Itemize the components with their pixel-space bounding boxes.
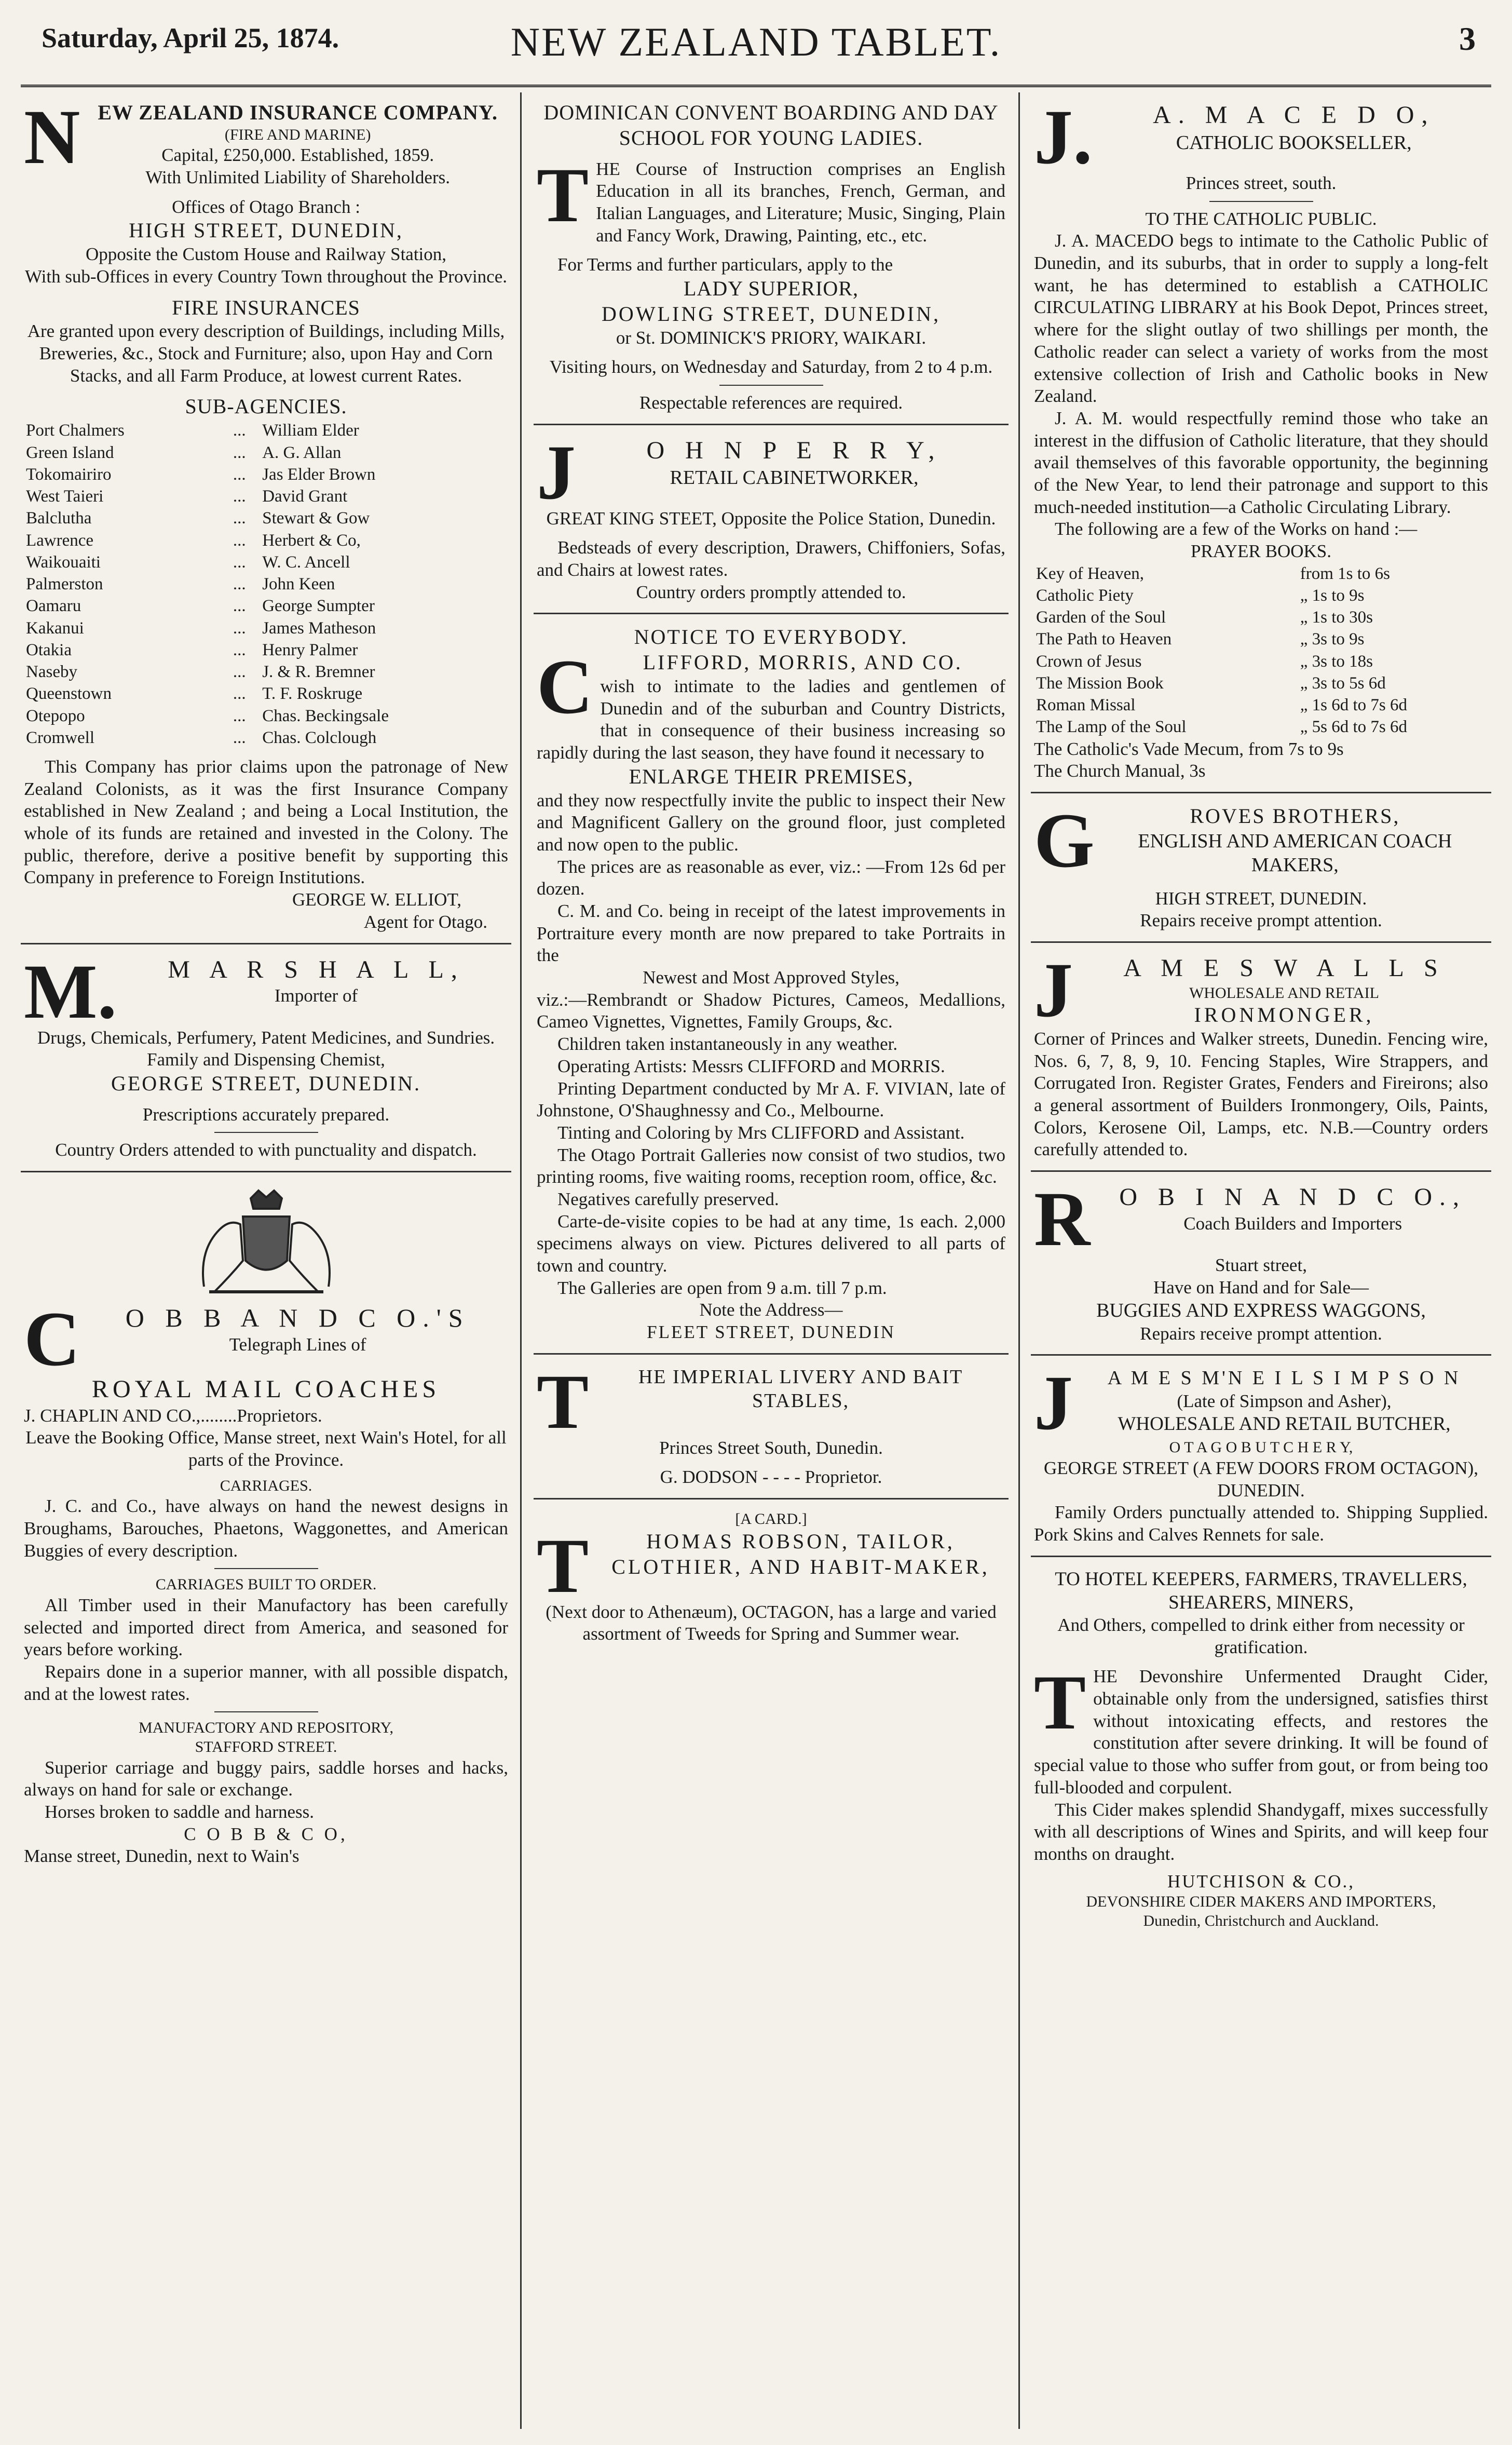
- robin-buggies: BUGGIES AND EXPRESS WAGGONS,: [1096, 1300, 1426, 1322]
- agency-agent: Herbert & Co,: [262, 531, 361, 550]
- clifford-p1: wish to intimate to the ladies and gentlemen of Dunedin and of the suburban and Country Districts, that in consequence of their business increasing so rapidly during the last season, they have found it necessary to: [537, 676, 1005, 763]
- agency-agent: George Sumpter: [262, 597, 375, 616]
- prayer-book-row: [1034, 563, 1488, 585]
- agency-agent: T. F. Roskruge: [262, 684, 363, 704]
- livery-proprietor: G. DODSON - - - - Proprietor.: [660, 1467, 882, 1488]
- agency-row: [24, 507, 508, 529]
- agency-row: [24, 551, 508, 573]
- convent-or: or St. DOMINICK'S PRIORY, WAIKARI.: [616, 327, 927, 348]
- groves-address: HIGH STREET, DUNEDIN.: [1155, 888, 1367, 909]
- agency-dots: ...: [233, 728, 246, 747]
- insurance-ad: [21, 95, 511, 944]
- clifford-newest: Newest and Most Approved Styles,: [643, 967, 900, 988]
- cobb-royal: ROYAL MAIL COACHES: [91, 1375, 441, 1403]
- marshall-dropcap: M.: [24, 948, 117, 1035]
- agency-row: [24, 705, 508, 727]
- column-rule-1: [520, 92, 522, 2429]
- agency-place: West Taieri: [26, 487, 104, 506]
- hutchison-sub: And Others, compelled to drink either from necessity or gratification.: [1057, 1615, 1465, 1657]
- factory-street: STAFFORD STREET.: [195, 1738, 337, 1755]
- agency-row: [24, 420, 508, 441]
- clifford-p3: The prices are as reasonable as ever, viz.: —From 12s 6d per dozen.: [537, 856, 1005, 899]
- insurance-sub: (FIRE AND MARINE): [224, 126, 371, 143]
- book-price: „ 1s 6d to 7s 6d: [1300, 696, 1407, 715]
- agency-agent: John Keen: [262, 575, 335, 594]
- macedo-street: Princes street, south.: [1186, 173, 1337, 193]
- simpson-heading: A M E S M'N E I L S I M P S O N: [1107, 1367, 1461, 1389]
- cobb-heading: O B B A N D C O.'S: [125, 1303, 470, 1333]
- robson-heading: HOMAS ROBSON, TAILOR, CLOTHIER, AND HABIT-MAKER,: [611, 1529, 990, 1578]
- clifford-note: Note the Address—: [699, 1300, 843, 1320]
- agency-row: [24, 661, 508, 683]
- built-text: All Timber used in their Manufactory has been carefully selected and imported direct from America, and seasoned for years before working.: [24, 1595, 508, 1660]
- agency-row: [24, 485, 508, 507]
- agency-row: [24, 442, 508, 464]
- robson-card: [A CARD.]: [735, 1510, 807, 1528]
- macedo-p1: J. A. MACEDO begs to intimate to the Catholic Public of Dunedin, and its suburbs, that in order to supply a long-felt want, he has determined to establish a CATHOLIC CIRCULATING LIBRARY at his Book Depot, Princes street, where for the slight outlay of two shillings per month, the Catholic reader can select a variety of works from the most extensive collection of Irish and Catholic books in New Zealand.: [1034, 231, 1488, 407]
- agency-row: [24, 727, 508, 749]
- agency-agent: Henry Palmer: [262, 640, 358, 659]
- agency-dots: ...: [233, 531, 246, 550]
- prayer-book-row: [1034, 606, 1488, 628]
- agency-place: Lawrence: [26, 531, 94, 550]
- agency-row: [24, 639, 508, 661]
- cobb-sign: C O B B & C O,: [184, 1823, 348, 1844]
- agencies-table: [24, 420, 508, 749]
- cobb-telegraph: Telegraph Lines of: [229, 1334, 366, 1355]
- robin-street: Stuart street,: [1215, 1255, 1307, 1276]
- royal-coat-of-arms-icon: [173, 1188, 360, 1297]
- fire-text: Are granted upon every description of Buildings, including Mills, Breweries, &c., Stock and Furniture; also, upon Hay and Corn Stacks, and all Farm Produce, at lowest current Rates.: [27, 321, 505, 386]
- insurance-signature: GEORGE W. ELLIOT,: [292, 889, 461, 910]
- masthead: [21, 9, 1491, 87]
- agency-dots: ...: [233, 509, 246, 528]
- agency-row: [24, 530, 508, 551]
- hutchison-p2: This Cider makes splendid Shandygaff, mixes successfully with all descriptions of Wines and Spirits, and will keep four months on draught.: [1034, 1799, 1488, 1864]
- clifford-enlarge: ENLARGE THEIR PREMISES,: [629, 764, 914, 788]
- macedo-manual: The Church Manual, 3s: [1034, 761, 1206, 781]
- agency-agent: David Grant: [262, 487, 348, 506]
- agency-place: Cromwell: [26, 728, 94, 747]
- convent-body: HE Course of Instruction comprises an English Education in all its branches, French, German, and Italian Languages, and Literature; Music, Singing, Plain and Fancy Work, Drawing, Painting, etc., etc.: [596, 158, 1005, 246]
- prayer-book-row: [1034, 694, 1488, 716]
- cobb-ad: [21, 1178, 511, 1877]
- column-3: [1031, 95, 1491, 2426]
- insurance-liability: With Unlimited Liability of Shareholders.: [145, 167, 450, 188]
- robson-ad: [534, 1505, 1009, 1655]
- robson-body: (Next door to Athenæum), OCTAGON, has a large and varied assortment of Tweeds for Spring and Summer wear.: [546, 1601, 997, 1644]
- agency-dots: ...: [233, 597, 246, 616]
- subagencies-heading: SUB-AGENCIES.: [185, 395, 347, 418]
- simpson-ad: [1031, 1361, 1491, 1557]
- groves-dropcap: G: [1034, 798, 1095, 884]
- issue-date: Saturday, April 25, 1874.: [42, 22, 339, 53]
- insurance-address: HIGH STREET, DUNEDIN,: [129, 219, 403, 242]
- simpson-trade: WHOLESALE AND RETAIL BUTCHER,: [1118, 1413, 1451, 1435]
- agency-place: Otakia: [26, 640, 72, 659]
- robin-dropcap: R: [1034, 1176, 1091, 1263]
- livery-ad: [534, 1360, 1009, 1500]
- book-title: Roman Missal: [1036, 696, 1136, 715]
- agency-place: Otepopo: [26, 706, 85, 725]
- book-title: The Path to Heaven: [1036, 630, 1172, 649]
- walls-trade: IRONMONGER,: [1194, 1003, 1374, 1027]
- agency-agent: Jas Elder Brown: [262, 465, 376, 484]
- agency-dots: ...: [233, 684, 246, 704]
- agency-place: Kakanui: [26, 618, 84, 638]
- robson-dropcap: T: [537, 1522, 589, 1609]
- insurance-suboffices: With sub-Offices in every Country Town throughout the Province.: [24, 266, 507, 287]
- macedo-dropcap: J.: [1034, 95, 1093, 180]
- book-price: „ 3s to 5s 6d: [1300, 673, 1386, 693]
- column-1: [21, 95, 511, 2426]
- walls-dropcap: J: [1034, 947, 1073, 1033]
- clifford-p9: Tinting and Coloring by Mrs CLIFFORD and Assistant.: [557, 1122, 965, 1143]
- agency-place: Balclutha: [26, 509, 92, 528]
- walls-heading: A M E S W A L L S: [1123, 954, 1445, 982]
- marshall-country: Country Orders attended to with punctuality and dispatch.: [55, 1140, 477, 1160]
- agency-dots: ...: [233, 421, 246, 440]
- hutchison-sign3: Dunedin, Christchurch and Auckland.: [1143, 1912, 1379, 1929]
- perry-trade: RETAIL CABINETWORKER,: [670, 467, 919, 489]
- clifford-p8: Printing Department conducted by Mr A. F. VIVIAN, late of Johnstone, O'Shaughnessy and Co., Melbourne.: [537, 1078, 1005, 1121]
- book-price: „ 5s 6d to 7s 6d: [1300, 718, 1407, 737]
- book-title: The Mission Book: [1036, 673, 1164, 693]
- cobb-last: Manse street, Dunedin, next to Wain's: [24, 1846, 299, 1867]
- clifford-p5: viz.:—Rembrandt or Shadow Pictures, Cameos, Medallions, Cameo Vignettes, Vignettes, Family Groups, &c.: [537, 989, 1005, 1032]
- robin-have: Have on Hand and for Sale—: [1153, 1277, 1369, 1298]
- agency-row: [24, 595, 508, 617]
- macedo-heading: A. M A C E D O,: [1153, 101, 1435, 129]
- convent-address: DOWLING STREET, DUNEDIN,: [602, 302, 941, 326]
- book-title: Garden of the Soul: [1036, 608, 1166, 627]
- agency-place: Naseby: [26, 663, 77, 682]
- insurance-heading: EW ZEALAND INSURANCE COMPANY.: [98, 101, 498, 124]
- livery-heading: HE IMPERIAL LIVERY AND BAIT STABLES,: [638, 1366, 963, 1412]
- livery-street: Princes Street South, Dunedin.: [659, 1437, 883, 1458]
- agency-dots: ...: [233, 618, 246, 638]
- prayer-book-row: [1034, 672, 1488, 694]
- simpson-dropcap: J: [1034, 1360, 1073, 1447]
- insurance-dropcap: N: [24, 95, 80, 180]
- simpson-body: Family Orders punctually attended to. Shipping Supplied. Pork Skins and Calves Rennets for sale.: [1034, 1502, 1488, 1545]
- hutchison-p1: HE Devonshire Unfermented Draught Cider, obtainable only from the undersigned, satisfies thirst without intoxicating effects, and restores the constitution after severe drinking. It will be found of special value to those who suffer from gout, or from being too full-blooded and corpulent.: [1034, 1666, 1488, 1798]
- convent-refs: Respectable references are required.: [639, 393, 903, 413]
- prayer-books-heading: PRAYER BOOKS.: [1190, 541, 1331, 561]
- walls-ad: [1031, 948, 1491, 1172]
- robin-repairs: Repairs receive prompt attention.: [1140, 1323, 1382, 1344]
- macedo-ad: [1031, 95, 1491, 793]
- perry-country: Country orders promptly attended to.: [636, 582, 906, 602]
- robin-heading: O B I N A N D C O.,: [1119, 1183, 1467, 1211]
- groves-repairs: Repairs receive prompt attention.: [1140, 910, 1382, 931]
- agency-place: Green Island: [26, 443, 114, 462]
- agency-row: [24, 617, 508, 639]
- marshall-address: GEORGE STREET, DUNEDIN.: [111, 1071, 421, 1095]
- agency-agent: W. C. Ancell: [262, 552, 350, 572]
- walls-body: Corner of Princes and Walker streets, Dunedin. Fencing wire, Nos. 6, 7, 8, 9, 10. Fencing Staples, Wire Strappers, and Corrugated Iron. Register Grates, Fenders and Fireirons; also a general assortment of Builders Ironmongery, Oils, Paints, Colors, Kerosene Oil, Lamps, etc. N.B.—Country orders carefully attended to.: [1034, 1028, 1488, 1160]
- hutchison-sign2: DEVONSHIRE CIDER MAKERS AND IMPORTERS,: [1086, 1893, 1436, 1911]
- clifford-p6: Children taken instantaneously in any weather.: [557, 1034, 898, 1055]
- book-price: „ 3s to 18s: [1300, 652, 1373, 671]
- clifford-p13: The Galleries are open from 9 a.m. till 7 p.m.: [557, 1277, 887, 1298]
- simpson-sub: O T A G O B U T C H E R Y,: [1169, 1439, 1353, 1456]
- clifford-dropcap: C: [537, 644, 593, 731]
- agency-dots: ...: [233, 706, 246, 725]
- cobb-leave: Leave the Booking Office, Manse street, next Wain's Hotel, for all parts of the Province.: [25, 1427, 507, 1470]
- agency-agent: Stewart & Gow: [262, 509, 370, 528]
- macedo-to-public: TO THE CATHOLIC PUBLIC.: [1145, 208, 1377, 229]
- fire-heading: FIRE INSURANCES: [172, 295, 360, 319]
- clifford-p7: Operating Artists: Messrs CLIFFORD and MORRIS.: [557, 1056, 945, 1076]
- robin-ad: [1031, 1177, 1491, 1356]
- factory-heading: MANUFACTORY AND REPOSITORY,: [139, 1719, 393, 1737]
- cobb-superior: Superior carriage and buggy pairs, saddle horses and hacks, always on hand for sale or exchange.: [24, 1757, 508, 1800]
- book-price: from 1s to 6s: [1300, 564, 1390, 583]
- groves-ad: [1031, 799, 1491, 943]
- cobb-horses: Horses broken to saddle and harness.: [45, 1801, 315, 1822]
- clifford-notice: NOTICE TO EVERYBODY.: [634, 625, 908, 649]
- agency-agent: Chas. Beckingsale: [262, 706, 389, 725]
- hutchison-ad: [1031, 1562, 1491, 1940]
- macedo-trade: CATHOLIC BOOKSELLER,: [1176, 131, 1412, 154]
- simpson-late: (Late of Simpson and Asher),: [1177, 1390, 1392, 1411]
- clifford-heading: LIFFORD, MORRIS, AND CO.: [643, 651, 963, 674]
- prayer-books-table: [1034, 563, 1488, 738]
- agency-place: Port Chalmers: [26, 421, 125, 440]
- prayer-book-row: [1034, 651, 1488, 672]
- marshall-ad: [21, 950, 511, 1173]
- prayer-book-row: [1034, 628, 1488, 650]
- carriages-text: J. C. and Co., have always on hand the newest designs in Broughams, Barouches, Phaetons, Waggonettes, and American Buggies of every description.: [24, 1496, 508, 1561]
- robin-trade: Coach Builders and Importers: [1183, 1213, 1402, 1234]
- marshall-line2: Drugs, Chemicals, Perfumery, Patent Medicines, and Sundries. Family and Dispensing Chemist,: [37, 1027, 495, 1070]
- agency-agent: J. & R. Bremner: [262, 663, 375, 682]
- book-title: Crown of Jesus: [1036, 652, 1142, 671]
- convent-ad: [534, 95, 1009, 425]
- insurance-capital: Capital, £250,000. Established, 1859.: [161, 145, 434, 166]
- clifford-p10: The Otago Portrait Galleries now consist of two studios, two printing rooms, five waiting rooms, reception room, office, &c.: [537, 1144, 1005, 1187]
- macedo-p3: The following are a few of the Works on hand :—: [1055, 519, 1418, 539]
- agency-agent: A. G. Allan: [262, 443, 342, 462]
- book-title: The Lamp of the Soul: [1036, 718, 1187, 737]
- agency-place: Palmerston: [26, 575, 103, 594]
- agency-dots: ...: [233, 552, 246, 572]
- convent-terms: For Terms and further particulars, apply to the: [557, 254, 893, 275]
- page-number: 3: [1459, 20, 1476, 57]
- clifford-p11: Negatives carefully preserved.: [557, 1188, 779, 1209]
- cobb-dropcap: C: [24, 1296, 80, 1383]
- agency-dots: ...: [233, 443, 246, 462]
- groves-trade: ENGLISH AND AMERICAN COACH MAKERS,: [1138, 830, 1452, 876]
- convent-visiting: Visiting hours, on Wednesday and Saturday, from 2 to 4 p.m.: [549, 357, 993, 377]
- hutchison-dropcap: T: [1034, 1659, 1086, 1746]
- agency-agent: James Matheson: [262, 618, 376, 638]
- cobb-repairs: Repairs done in a superior manner, with all possible dispatch, and at the lowest rates.: [24, 1661, 508, 1704]
- newspaper-page: [21, 9, 1491, 2434]
- book-title: Key of Heaven,: [1036, 564, 1144, 583]
- marshall-heading: M A R S H A L L,: [168, 955, 465, 983]
- hutchison-heading: TO HOTEL KEEPERS, FARMERS, TRAVELLERS, SHEARERS, MINERS,: [1055, 1568, 1467, 1613]
- agency-dots: ...: [233, 465, 246, 484]
- walls-sub: WHOLESALE AND RETAIL: [1189, 984, 1379, 1002]
- agency-row: [24, 683, 508, 705]
- built-heading: CARRIAGES BUILT TO ORDER.: [155, 1576, 377, 1593]
- clifford-ad: [534, 619, 1009, 1354]
- agency-agent: Chas. Colclough: [262, 728, 377, 747]
- macedo-vade: The Catholic's Vade Mecum, from 7s to 9s: [1034, 738, 1344, 759]
- carriages-heading: CARRIAGES.: [220, 1477, 312, 1494]
- insurance-opposite: Opposite the Custom House and Railway Station,: [85, 244, 447, 265]
- agency-dots: ...: [233, 487, 246, 506]
- clifford-p2: and they now respectfully invite the public to inspect their New and Magnificent Gallery on the ground floor, just completed and now open to the public.: [537, 790, 1005, 855]
- perry-address: GREAT KING STEET, Opposite the Police Station, Dunedin.: [546, 508, 996, 529]
- clifford-p4: C. M. and Co. being in receipt of the latest improvements in Portraiture every month are now prepared to take Portraits in the: [537, 901, 1005, 966]
- livery-dropcap: T: [537, 1358, 589, 1445]
- agency-row: [24, 573, 508, 595]
- agency-place: Oamaru: [26, 597, 81, 616]
- agency-place: Tokomairiro: [26, 465, 112, 484]
- clifford-p12: Carte-de-visite copies to be had at any time, 1s each. 2,000 specimens always on view. Pictures delivered to all parts of town and country.: [537, 1211, 1005, 1276]
- column-rule-2: [1018, 92, 1020, 2429]
- convent-superior: LADY SUPERIOR,: [684, 277, 859, 301]
- book-price: „ 3s to 9s: [1300, 630, 1365, 649]
- newspaper-title: NEW ZEALAND TABLET.: [510, 19, 1002, 64]
- agency-row: [24, 464, 508, 485]
- agency-place: Waikouaiti: [26, 552, 101, 572]
- macedo-p2: J. A. M. would respectfully remind those who take an interest in the diffusion of Catholic literature, that they should avail themselves of this favorable opportunity, the beginning of the New Year, to lend their patronage and support to this much-needed institution—a Catholic Circulating Library.: [1034, 408, 1488, 517]
- agency-agent: William Elder: [262, 421, 359, 440]
- agency-dots: ...: [233, 663, 246, 682]
- perry-heading: O H N P E R R Y,: [646, 436, 942, 464]
- perry-bedsteads: Bedsteads of every description, Drawers, Chiffoniers, Sofas, and Chairs at lowest rates.: [537, 537, 1005, 580]
- groves-heading: ROVES BROTHERS,: [1190, 804, 1400, 828]
- perry-dropcap: J: [537, 429, 576, 516]
- prayer-book-row: [1034, 716, 1488, 738]
- convent-heading: DOMINICAN CONVENT BOARDING AND DAY SCHOOL FOR YOUNG LADIES.: [543, 101, 999, 150]
- column-2: [534, 95, 1009, 2426]
- book-price: „ 1s to 9s: [1300, 586, 1365, 605]
- agency-dots: ...: [233, 640, 246, 659]
- book-price: „ 1s to 30s: [1300, 608, 1373, 627]
- convent-dropcap: T: [537, 152, 589, 238]
- agency-dots: ...: [233, 575, 246, 594]
- marshall-prescriptions: Prescriptions accurately prepared.: [142, 1104, 390, 1125]
- insurance-body: This Company has prior claims upon the patronage of New Zealand Colonists, as it was the first Insurance Company established in New Zealand ; and being a Local Institution, the whole of its funds are retained and invested in the Colony. The public, therefore, derive a positive benefit by supporting this Company in preference to Foreign Institutions.: [24, 757, 508, 888]
- marshall-line1: Importer of: [274, 985, 358, 1006]
- hutchison-sign: HUTCHISON & CO.,: [1167, 1871, 1355, 1892]
- prayer-book-row: [1034, 585, 1488, 606]
- simpson-address: GEORGE STREET (A FEW DOORS FROM OCTAGON), DUNEDIN.: [1044, 1458, 1478, 1501]
- clifford-address: FLEET STREET, DUNEDIN: [647, 1322, 895, 1343]
- insurance-offices: Offices of Otago Branch :: [172, 196, 360, 217]
- book-title: Catholic Piety: [1036, 586, 1134, 605]
- insurance-signature-title: Agent for Otago.: [363, 911, 487, 932]
- agency-place: Queenstown: [26, 684, 112, 704]
- perry-ad: [534, 430, 1009, 615]
- cobb-proprietors: J. CHAPLIN AND CO.,........Proprietors.: [24, 1405, 322, 1426]
